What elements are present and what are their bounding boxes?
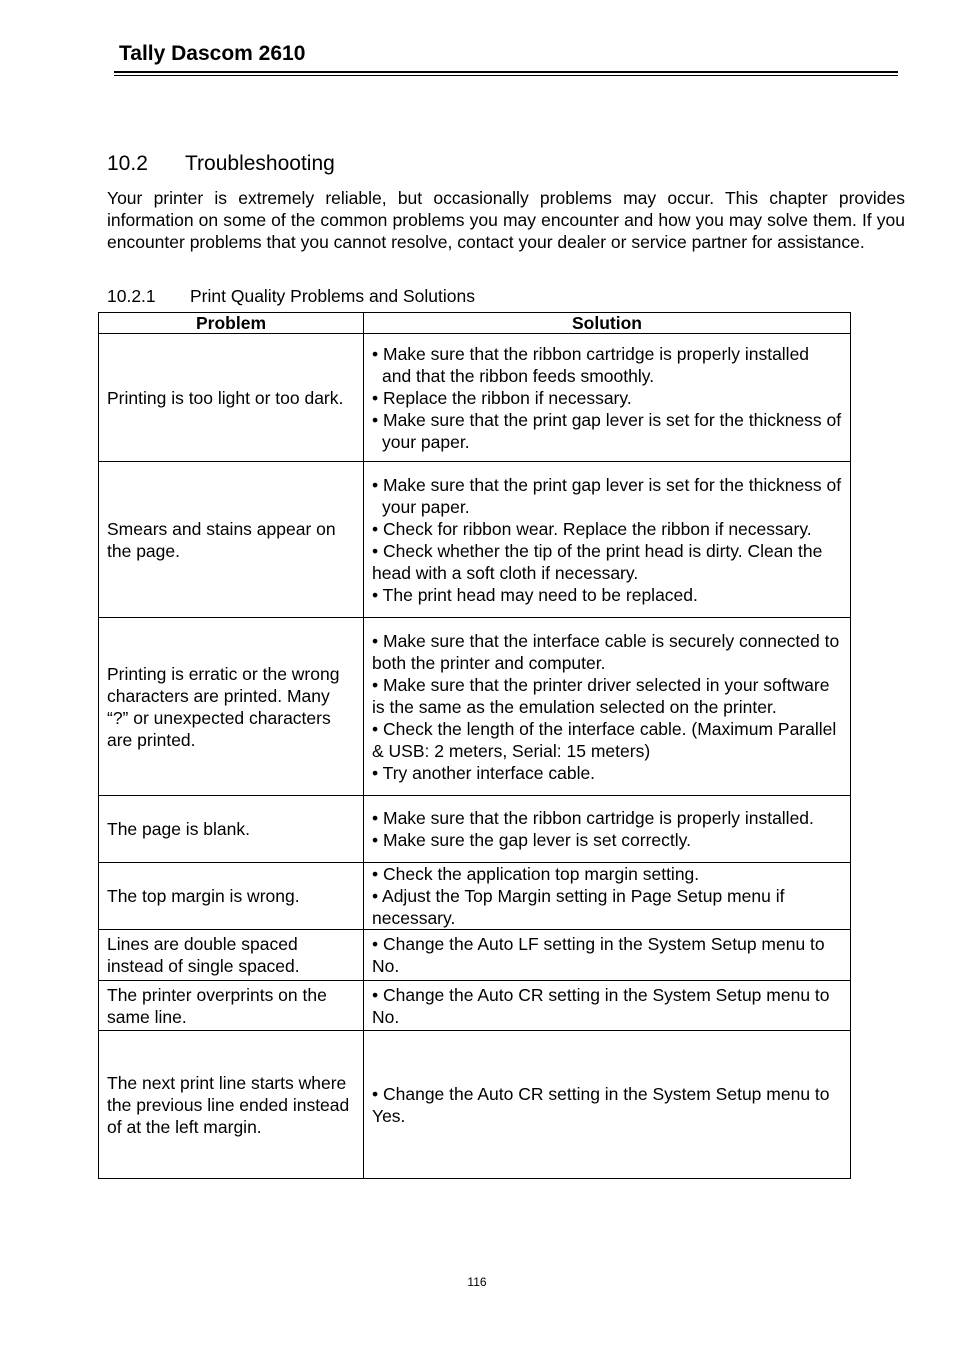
solution-item: • Adjust the Top Margin setting in Page Setup menu if necessary. <box>372 886 785 928</box>
problem-cell: The printer overprints on the same line. <box>99 981 364 1031</box>
solution-item: • Check the length of the interface cable. (Maximum Parallel & USB: 2 meters, Serial: 15 meters) <box>372 718 837 761</box>
table-row <box>99 796 851 863</box>
table-row <box>99 334 851 462</box>
header-rule-thin <box>114 75 898 76</box>
solution-item: • Change the Auto CR setting in the System Setup menu to No. <box>372 984 830 1027</box>
page-number: 116 <box>467 1275 487 1289</box>
solution-item: • Check the application top margin setting. <box>372 864 700 884</box>
solution-item: • Make sure the gap lever is set correctly. <box>372 830 691 850</box>
solution-item: • Check for ribbon wear. Replace the ribbon if necessary. <box>372 518 812 539</box>
column-header-solution: Solution <box>364 313 851 334</box>
section-number: 10.2 <box>107 152 148 175</box>
column-header-problem: Problem <box>99 313 364 334</box>
solution-item: • Change the Auto LF setting in the System Setup menu to No. <box>372 934 825 976</box>
table-row <box>99 930 851 981</box>
problem-cell: The next print line starts where the previous line ended instead of at the left margin. <box>99 1031 364 1179</box>
section-heading <box>107 152 335 176</box>
table-row <box>99 462 851 618</box>
solution-item: • Make sure that the interface cable is securely connected to both the printer and computer. <box>372 630 840 673</box>
problem-cell: Lines are double spaced instead of single spaced. <box>99 930 364 981</box>
solution-item: • Make sure that the printer driver selected in your software is the same as the emulation selected on the printer. <box>372 674 830 717</box>
header-rule <box>114 71 898 73</box>
solution-item: • Make sure that the ribbon cartridge is properly installed. <box>372 808 814 828</box>
table-row <box>99 1031 851 1179</box>
solution-item: • Check whether the tip of the print head is dirty. Clean the head with a soft cloth if necessary. <box>372 540 823 583</box>
solution-item: • Replace the ribbon if necessary. <box>372 387 632 408</box>
solution-cell <box>364 462 851 618</box>
solution-cell <box>364 863 851 930</box>
troubleshooting-table <box>98 312 851 1179</box>
solution-item: • Make sure that the print gap lever is set for the thickness of your paper. <box>372 409 842 452</box>
solution-cell <box>364 930 851 981</box>
subsection-number: 10.2.1 <box>107 286 156 306</box>
solution-item: • Change the Auto CR setting in the System Setup menu to Yes. <box>372 1083 830 1126</box>
intro-paragraph: Your printer is extremely reliable, but occasionally problems may occur. This chapter provides information on some of the common problems you may encounter and how you may solve them. If you encounter problems that you cannot resolve, contact your dealer or service partner for assistance. <box>107 188 905 252</box>
problem-cell: Printing is erratic or the wrong characters are printed. Many “?” or unexpected characters are printed. <box>99 618 364 796</box>
table-row <box>99 863 851 930</box>
document-header-title: Tally Dascom 2610 <box>119 42 306 65</box>
section-title: Troubleshooting <box>185 152 335 175</box>
solution-cell <box>364 796 851 863</box>
solution-item: • Make sure that the print gap lever is set for the thickness of your paper. <box>372 474 842 517</box>
problem-cell: The page is blank. <box>99 796 364 863</box>
solution-cell <box>364 618 851 796</box>
solution-item: • The print head may need to be replaced. <box>372 584 698 605</box>
subsection-title: Print Quality Problems and Solutions <box>190 286 475 306</box>
solution-cell <box>364 981 851 1031</box>
solution-cell <box>364 334 851 462</box>
solution-item: • Try another interface cable. <box>372 762 596 783</box>
solution-item: • Make sure that the ribbon cartridge is properly installed and that the ribbon feeds smoothly. <box>372 343 810 386</box>
table-row <box>99 618 851 796</box>
table-row <box>99 981 851 1031</box>
table-header-row <box>99 313 851 334</box>
problem-cell: Smears and stains appear on the page. <box>99 462 364 618</box>
subsection-heading <box>107 286 475 307</box>
problem-cell: Printing is too light or too dark. <box>99 334 364 462</box>
problem-cell: The top margin is wrong. <box>99 863 364 930</box>
solution-cell <box>364 1031 851 1179</box>
